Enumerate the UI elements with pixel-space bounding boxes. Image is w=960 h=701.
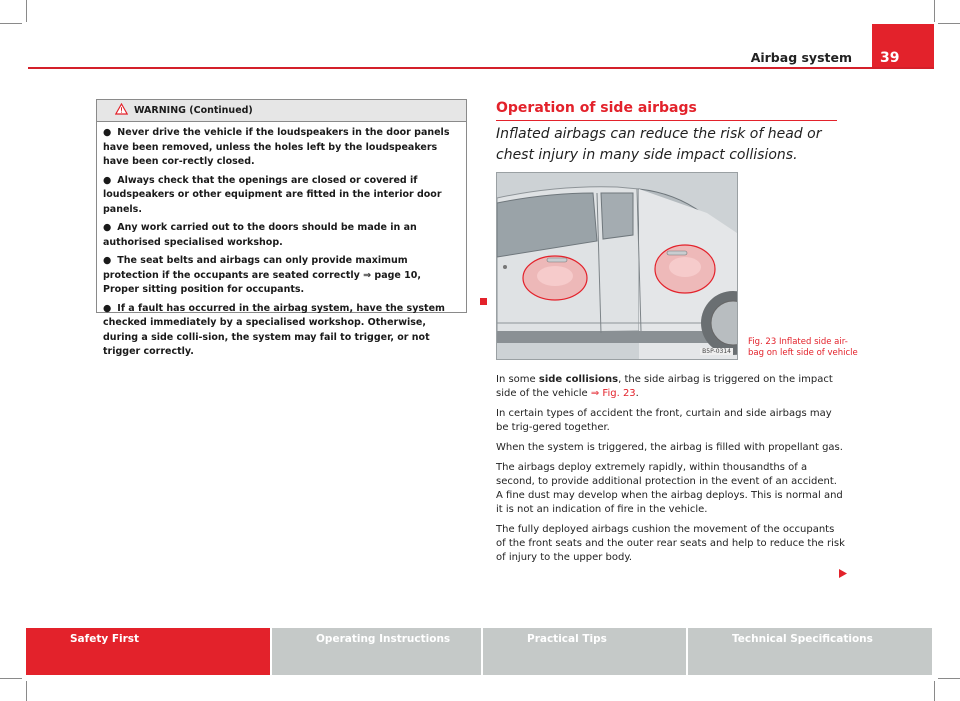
paragraph: In some side collisions, the side airbag is triggered on the impact side of the vehicle ⇒ Fig. 23.: [496, 374, 833, 399]
warning-list: [97, 122, 466, 360]
tab-practical-tips[interactable]: Practical Tips: [483, 628, 686, 675]
crop-mark: [938, 678, 960, 679]
section-title: Operation of side airbags: [496, 100, 697, 116]
figure-caption: Fig. 23 Inflated side air-bag on left side of vehicle: [748, 337, 858, 358]
warning-item: ● If a fault has occurred in the airbag system, have the system checked immediately by a specialised workshop. Otherwise, during a side colli-sion, the system may fail to trigger, or not trigger correctly.: [103, 302, 445, 357]
section-rule: [496, 120, 837, 121]
tab-safety-first[interactable]: Safety First: [26, 628, 270, 675]
body-text: [496, 373, 846, 571]
crop-mark: [0, 678, 22, 679]
crop-mark: [26, 681, 27, 701]
warning-triangle-icon: [115, 103, 134, 118]
paragraph: In certain types of accident the front, curtain and side airbags may be trig-gered together.: [496, 408, 832, 433]
section-intro: Inflated airbags can reduce the risk of head or chest injury in many side impact collisions.: [496, 126, 822, 163]
warning-item: ● Any work carried out to the doors should be made in an authorised specialised workshop.: [103, 222, 417, 248]
figure-reference-link[interactable]: ⇒ Fig. 23: [590, 388, 636, 399]
tab-technical-specifications[interactable]: Technical Specifications: [688, 628, 932, 675]
warning-title: WARNING (Continued): [134, 105, 253, 116]
crop-mark: [0, 23, 22, 24]
paragraph: The airbags deploy extremely rapidly, within thousandths of a second, to provide additional protection in the event of an accident. A fine dust may develop when the airbag deploys. This is normal and it is not an indication of fire in the vehicle.: [496, 462, 843, 515]
warning-box: [96, 99, 467, 357]
warning-item: ● Never drive the vehicle if the loudspeakers in the door panels have been removed, unless the holes left by the loudspeakers have been cor-rectly closed.: [103, 127, 450, 167]
emphasis: side collisions: [538, 374, 619, 385]
paragraph: The fully deployed airbags cushion the movement of the occupants of the front seats and the outer rear seats and help to reduce the risk of injury to the upper body.: [496, 524, 845, 563]
warning-item: ● The seat belts and airbags can only provide maximum protection if the occupants are seated correctly ⇒ page 10, Proper sitting position for occupants.: [103, 255, 422, 295]
warning-item: ● Always check that the openings are closed or covered if loudspeakers or other equipment are fitted in the interior door panels.: [103, 174, 442, 215]
side-airbag-figure: [496, 172, 738, 360]
section-end-mark: [480, 298, 487, 305]
figure-code: B5P-0314: [702, 348, 731, 355]
header-rule: [28, 67, 934, 69]
page-number: 39: [872, 24, 934, 69]
page-title: Airbag system: [750, 50, 852, 65]
crop-mark: [934, 0, 935, 22]
footer-tabs: [26, 628, 934, 675]
warning-header: [97, 100, 466, 122]
crop-mark: [26, 0, 27, 22]
continue-arrow-icon: [839, 563, 847, 582]
tab-operating-instructions[interactable]: Operating Instructions: [272, 628, 481, 675]
paragraph: When the system is triggered, the airbag is filled with propellant gas.: [496, 442, 843, 453]
car-side-illustration: [497, 173, 737, 359]
crop-mark: [934, 681, 935, 701]
crop-mark: [938, 23, 960, 24]
